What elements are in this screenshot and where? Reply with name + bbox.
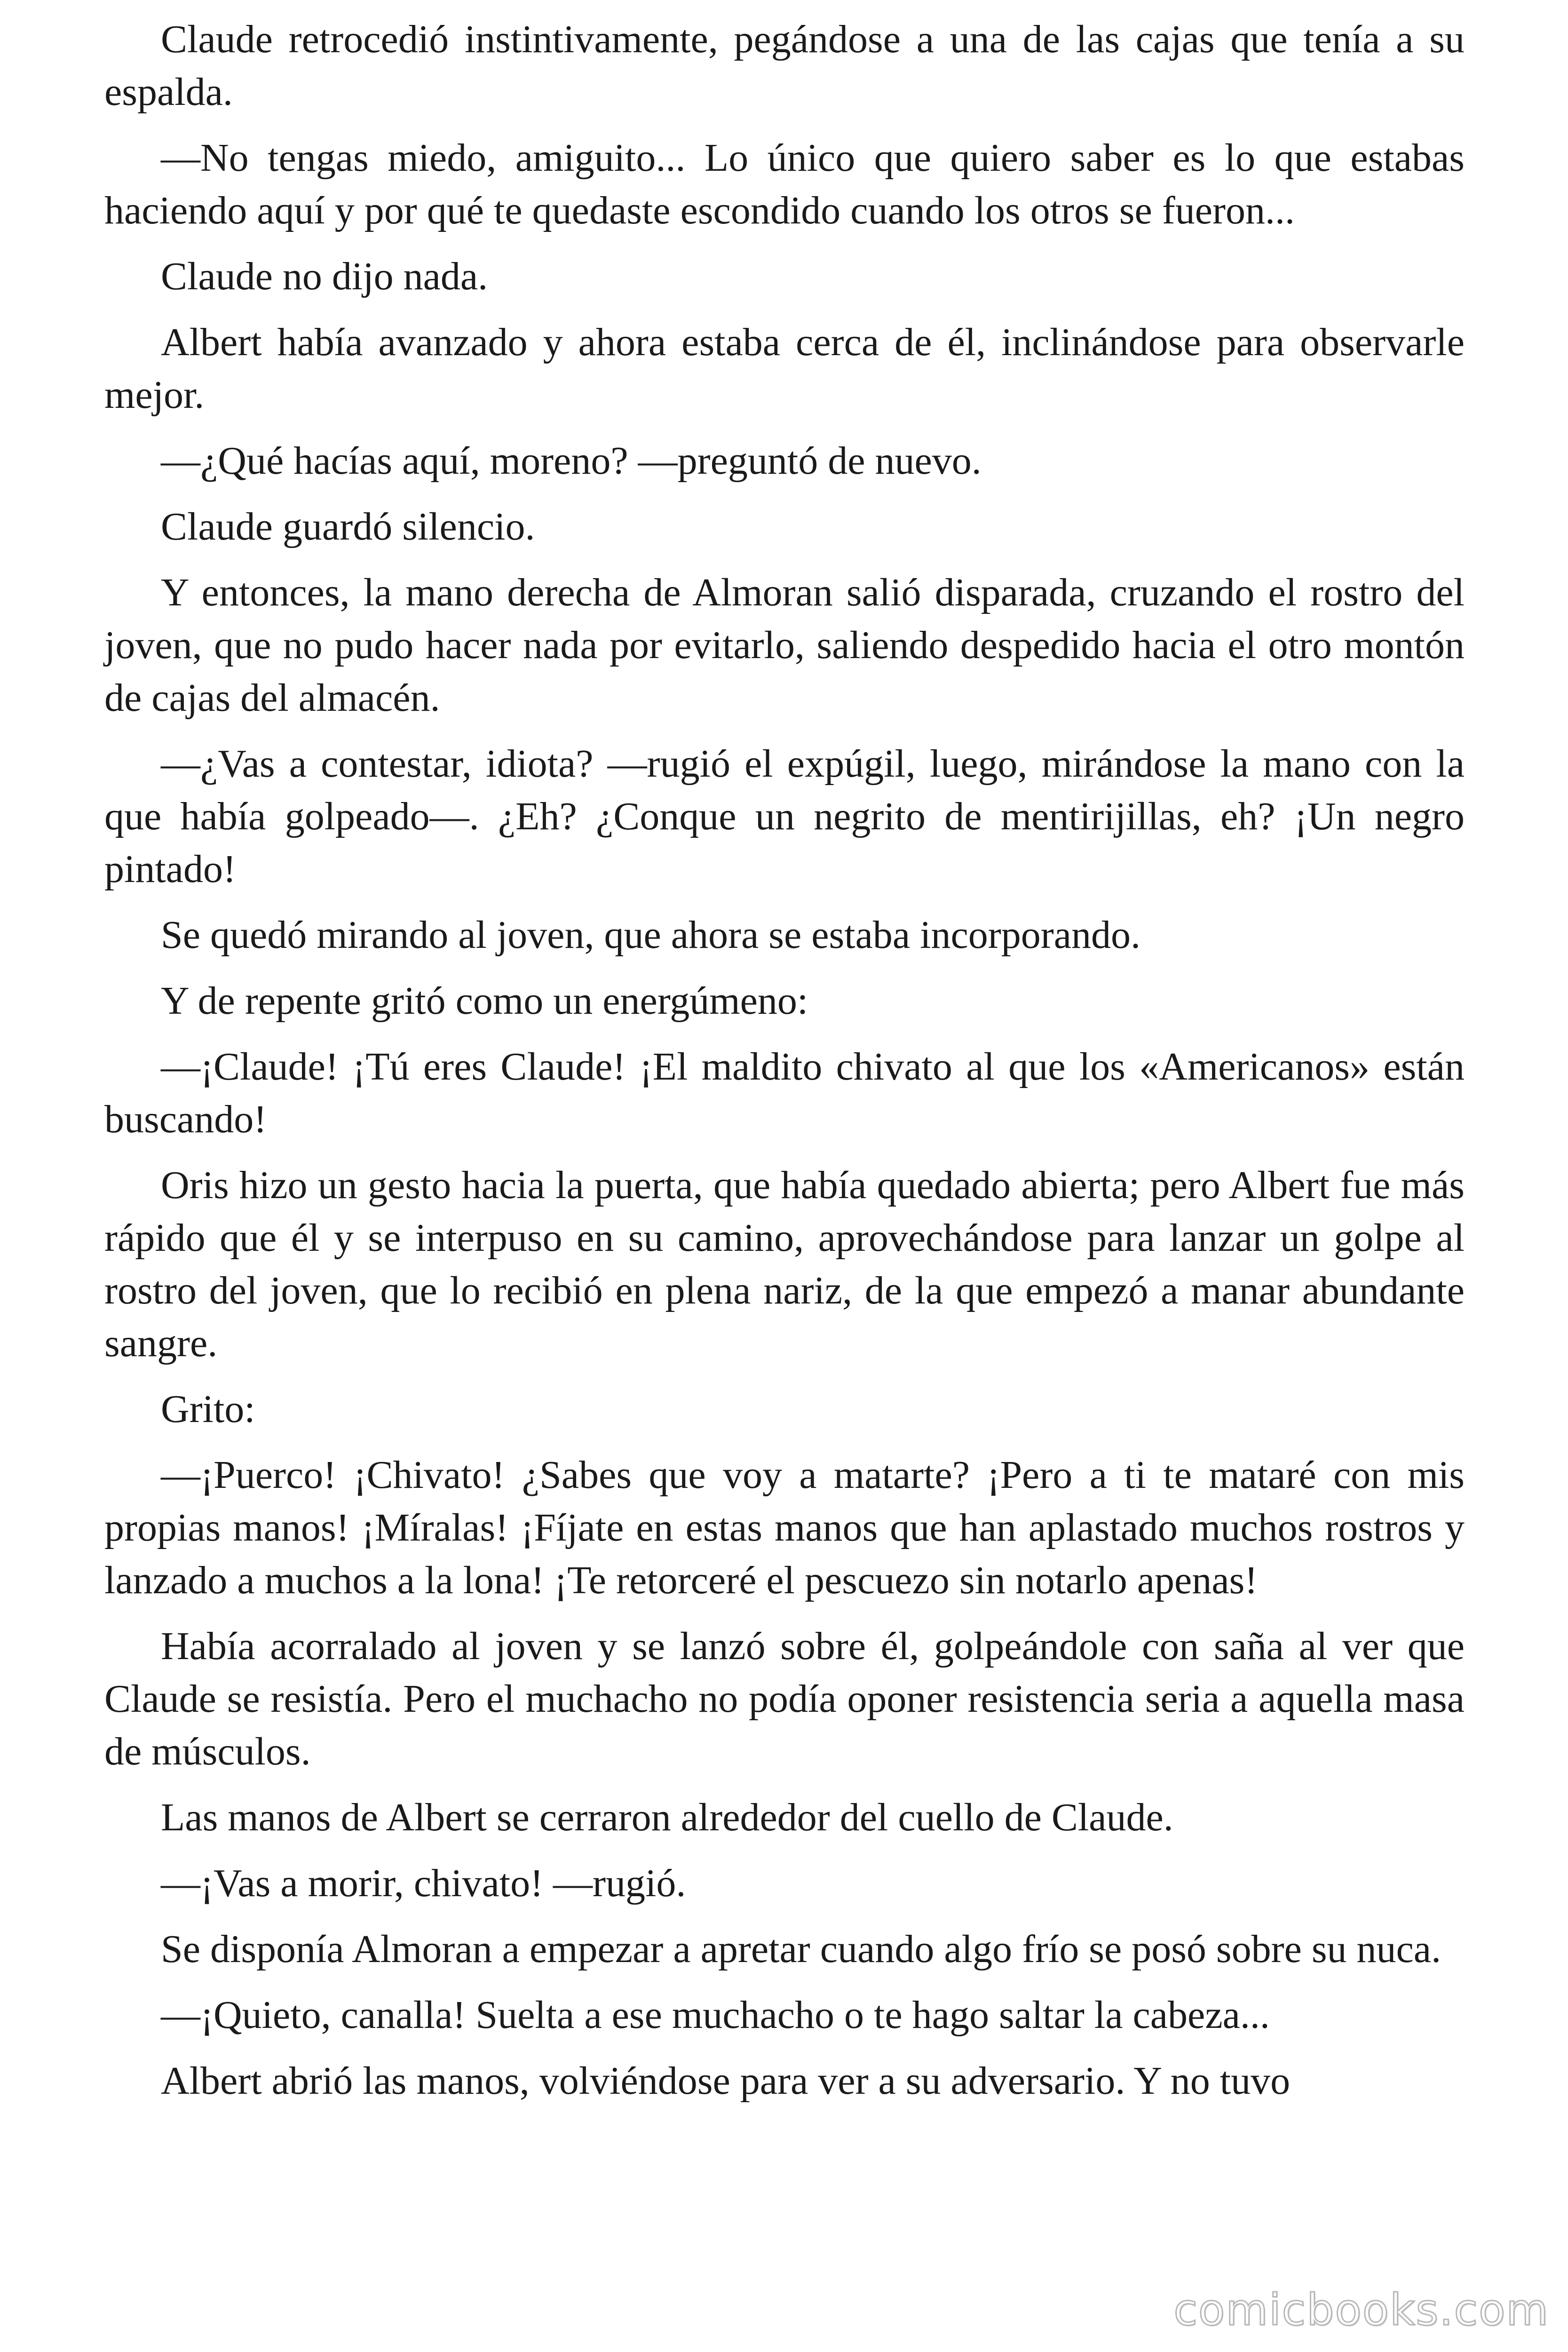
paragraph: —No tengas miedo, amiguito... Lo único que quiero saber es lo que estabas haciendo aquí y por qué te quedaste escondido cuando los otros se fueron... (104, 136, 1465, 232)
watermark: comicbooks.com (1173, 2285, 1549, 2335)
paragraph: Oris hizo un gesto hacia la puerta, que había quedado abierta; pero Albert fue más rápido que él y se interpuso en su camino, aprovechándose para lanzar un golpe al rostro del joven, que lo recibió en plena nariz, de la que empezó a manar abundante sangre. (104, 1163, 1465, 1365)
paragraph: —¡Puerco! ¡Chivato! ¿Sabes que voy a matarte? ¡Pero a ti te mataré con mis propias manos! ¡Míralas! ¡Fíjate en estas manos que han aplastado muchos rostros y lanzado a muchos a la lona! ¡Te retorceré el pescuezo sin notarlo apenas! (104, 1453, 1465, 1602)
paragraph: Claude retrocedió instintivamente, pegándose a una de las cajas que tenía a su espalda. (104, 17, 1465, 114)
paragraph: Se disponía Almoran a empezar a apretar cuando algo frío se posó sobre su nuca. (161, 1927, 1441, 1971)
paragraph: Había acorralado al joven y se lanzó sobre él, golpeándole con saña al ver que Claude se resistía. Pero el muchacho no podía oponer resistencia seria a aquella masa de músculos. (104, 1624, 1465, 1773)
paragraph: Albert había avanzado y ahora estaba cerca de él, inclinándose para observarle mejor. (104, 320, 1465, 417)
paragraph: Las manos de Albert se cerraron alrededor del cuello de Claude. (161, 1796, 1173, 1839)
paragraph: —¡Vas a morir, chivato! —rugió. (161, 1861, 686, 1905)
paragraph: Y de repente gritó como un energúmeno: (161, 979, 808, 1023)
paragraph: —¿Qué hacías aquí, moreno? —preguntó de nuevo. (161, 439, 982, 483)
paragraph: Claude no dijo nada. (161, 254, 488, 298)
paragraph-last: Albert abrió las manos, volviéndose para ver a su adversario. Y no tuvo (161, 2059, 1291, 2103)
paragraph: —¿Vas a contestar, idiota? —rugió el expúgil, luego, mirándose la mano con la que había golpeado—. ¿Eh? ¿Conque un negrito de mentirijillas, eh? ¡Un negro pintado! (104, 742, 1465, 891)
paragraph: Grito: (161, 1387, 255, 1431)
paragraph: —¡Claude! ¡Tú eres Claude! ¡El maldito chivato al que los «Americanos» están buscando! (104, 1045, 1465, 1141)
paragraph: —¡Quieto, canalla! Suelta a ese muchacho o te hago saltar la cabeza... (161, 1993, 1270, 2037)
paragraph: Claude guardó silencio. (161, 505, 535, 548)
body-text (104, 13, 1465, 2121)
paragraph: Y entonces, la mano derecha de Almoran salió disparada, cruzando el rostro del joven, que no pudo hacer nada por evitarlo, saliendo despedido hacia el otro montón de cajas del almacén. (104, 571, 1465, 720)
paragraph: Se quedó mirando al joven, que ahora se estaba incorporando. (161, 913, 1140, 957)
